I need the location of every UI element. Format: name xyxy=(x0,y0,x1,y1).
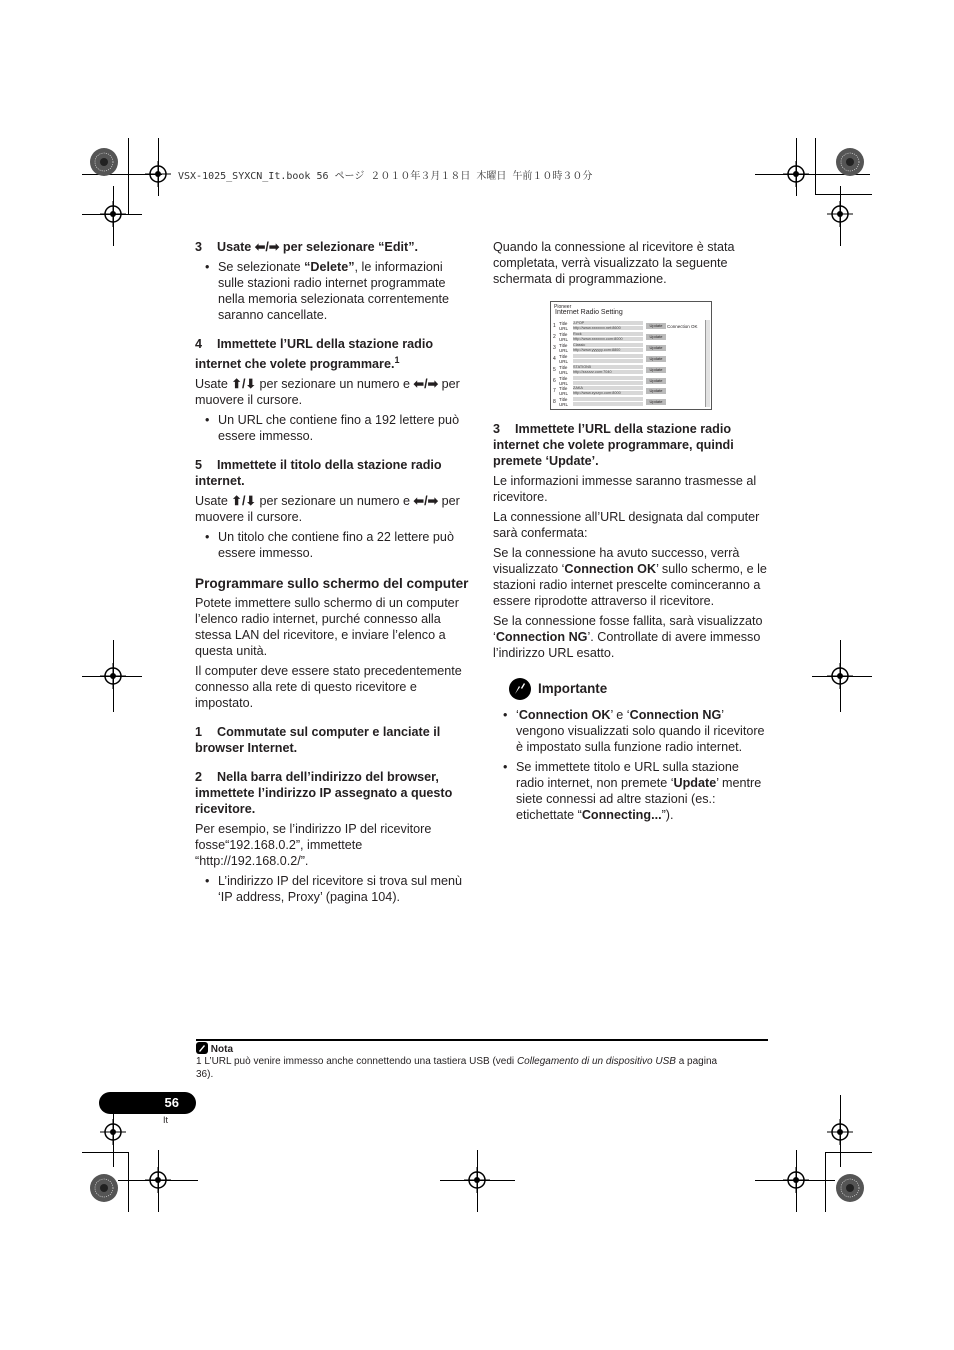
step-3-heading: 3 Usate ⬅/➡ per selezionare “Edit”. xyxy=(195,240,418,254)
row-number: 6 xyxy=(553,377,556,384)
arrow-left-right-icon: ⬅/➡ xyxy=(413,494,439,509)
important-bullet: • Se immettete titolo e URL sulla stazione radio internet, non premete ‘Update’ mentre siete connessi ad altre stazioni (es.: etichettate “Connecting...”). xyxy=(493,759,769,823)
computer-step-1-heading: 1 Commutate sul computer e lanciate il browser Internet. xyxy=(195,725,441,756)
title-label: Title xyxy=(559,342,568,348)
left-column xyxy=(195,239,471,909)
row-number: 8 xyxy=(553,399,556,406)
brand-label: Pioneer xyxy=(554,304,572,310)
section-heading: Programmare sullo schermo del computer xyxy=(195,576,469,592)
section-paragraph: Potete immettere sullo schermo di un computer l’elenco radio internet, purché connesso alla stessa LAN del ricevitore, e inviare l’elenco a questa unità. xyxy=(195,596,459,659)
title-field[interactable]: ZAKA xyxy=(573,386,643,390)
title-field[interactable] xyxy=(573,397,643,401)
row-number: 1 xyxy=(553,323,556,329)
url-label: URL xyxy=(559,326,569,331)
url-label: URL xyxy=(559,358,569,364)
url-field[interactable]: http://www.xxxxxxx.com:8000 xyxy=(573,337,643,341)
footnote-label: Nota xyxy=(196,1042,233,1055)
url-label: URL xyxy=(559,380,569,386)
registration-mark-icon xyxy=(145,1167,171,1193)
body-paragraph: Se la connessione fosse fallita, sarà visualizzato ‘Connection NG’. Controllate di avere immesso l’indirizzo URL esatto. xyxy=(493,614,763,660)
screen-title: Internet Radio Setting xyxy=(555,309,623,316)
station-row xyxy=(553,386,703,396)
url-field[interactable] xyxy=(573,402,643,406)
intro-paragraph: Quando la connessione al ricevitore è stata completata, verrà visualizzato la seguente schermata di programmazione. xyxy=(493,240,735,286)
registration-mark-icon xyxy=(827,201,853,227)
note-pencil-icon xyxy=(196,1042,208,1054)
registration-mark-icon xyxy=(145,161,171,187)
update-button[interactable]: Update xyxy=(646,356,666,362)
title-label: Title xyxy=(559,375,568,381)
station-row xyxy=(553,321,703,331)
title-field[interactable]: J-POP xyxy=(573,321,643,325)
update-button[interactable]: Update xyxy=(646,388,666,394)
station-row xyxy=(553,376,703,386)
registration-mark-icon xyxy=(783,161,809,187)
arrow-up-down-icon: ⬆/⬇ xyxy=(231,377,257,392)
important-icon xyxy=(508,677,532,701)
scrollbar xyxy=(705,320,710,407)
step-5-bullet: • Un titolo che contiene fino a 22 lettere può essere immesso. xyxy=(195,529,471,561)
registration-mark-icon xyxy=(464,1167,490,1193)
station-row xyxy=(553,354,703,364)
title-label: Title xyxy=(559,353,568,359)
registration-mark-icon xyxy=(827,1119,853,1145)
update-button[interactable]: Update xyxy=(646,399,666,405)
title-label: Title xyxy=(559,321,568,326)
right-column-intro xyxy=(493,239,769,291)
step-4-bullet: • Un URL che contiene fino a 192 lettere può essere immesso. xyxy=(195,412,471,444)
footnote-divider xyxy=(196,1039,768,1041)
page-language: It xyxy=(163,1115,169,1125)
row-number: 5 xyxy=(553,366,556,373)
title-field[interactable] xyxy=(573,354,643,358)
registration-mark-icon xyxy=(783,1167,809,1193)
step-4-body: Usate ⬆/⬇ per sezionare un numero e ⬅/➡ per muovere il cursore. xyxy=(195,377,460,408)
registration-mark-icon xyxy=(100,663,126,689)
important-heading: Importante xyxy=(493,677,769,701)
page-number: 56 xyxy=(99,1092,196,1114)
url-label: URL xyxy=(559,369,569,375)
row-number: 4 xyxy=(553,355,556,362)
title-label: Title xyxy=(559,386,568,392)
update-button[interactable]: Update xyxy=(646,345,666,351)
station-row xyxy=(553,343,703,353)
url-field[interactable] xyxy=(573,359,643,363)
step-5-heading: 5 Immettete il titolo della stazione radio internet. xyxy=(195,458,442,489)
title-field[interactable]: STATION5 xyxy=(573,365,643,369)
url-field[interactable]: http://zzzzzz.com:7040 xyxy=(573,370,643,374)
url-label: URL xyxy=(559,347,569,353)
title-label: Title xyxy=(559,364,568,370)
title-field[interactable] xyxy=(573,376,643,380)
color-target-icon xyxy=(89,147,119,177)
url-field[interactable]: http://www.xxxxxxx.net:8600 xyxy=(573,326,643,330)
body-paragraph: La connessione all’URL designata dal computer sarà confermata: xyxy=(493,510,760,540)
update-button[interactable]: Update xyxy=(646,378,666,384)
section-paragraph: Il computer deve essere stato precedentemente connesso alla rete di questo ricevitore e impostato. xyxy=(195,664,462,711)
row-number: 3 xyxy=(553,344,556,351)
registration-mark-icon xyxy=(100,1119,126,1145)
right-column-body xyxy=(493,421,769,827)
title-label: Title xyxy=(559,397,568,403)
url-label: URL xyxy=(559,391,569,397)
title-field[interactable]: Classic xyxy=(573,343,643,347)
url-field[interactable]: http://www.zyxzyx.com:8000 xyxy=(573,391,643,395)
url-field[interactable] xyxy=(573,381,643,385)
url-label: URL xyxy=(559,402,569,408)
registration-mark-icon xyxy=(827,663,853,689)
footnote-text: 1 L’URL può venire immesso anche connettendo una tastiera USB (vedi Collegamento di un dispositivo USB a pagina 36). xyxy=(196,1056,718,1080)
body-paragraph: Se la connessione ha avuto successo, verrà visualizzato ‘Connection OK’ sullo schermo, e le stazioni radio internet prescelte cominceranno a essere riprodotte attraverso il ricevitore. xyxy=(493,546,767,608)
body-paragraph: Le informazioni immesse saranno trasmesse al ricevitore. xyxy=(493,474,757,504)
station-row xyxy=(553,365,703,375)
update-button[interactable]: Update xyxy=(646,334,666,340)
color-target-icon xyxy=(835,147,865,177)
step-3-heading: 3 Immettete l’URL della stazione radio internet che volete programmare, quindi premete ‘Update’. xyxy=(493,422,734,468)
computer-step-2-bullet: • L’indirizzo IP del ricevitore si trova sul menù ‘IP address, Proxy’ (pagina 104). xyxy=(195,873,471,905)
step-3-bullet: • Se selezionate “Delete”, le informazioni sulle stazioni radio internet programmate nella memoria selezionata correntemente saranno cancellate. xyxy=(195,259,471,323)
color-target-icon xyxy=(89,1173,119,1203)
connection-status: Connection OK xyxy=(667,324,698,329)
update-button[interactable]: Update xyxy=(646,367,666,373)
computer-step-2-body: Per esempio, se l’indirizzo IP del ricevitore fosse“192.168.0.2”, immettete “http://192.168.0.2/”. xyxy=(195,822,432,869)
arrow-up-down-icon: ⬆/⬇ xyxy=(231,494,257,509)
url-label: URL xyxy=(559,336,569,342)
update-button[interactable]: Update xyxy=(646,323,666,329)
step-4-heading: 4 Immettete l’URL della stazione radio internet che volete programmare.$^1$ xyxy=(195,337,434,372)
title-field[interactable]: Rock xyxy=(573,332,643,336)
row-number: 2 xyxy=(553,333,556,340)
color-target-icon xyxy=(835,1173,865,1203)
internet-radio-setting-screenshot xyxy=(550,301,712,410)
row-number: 7 xyxy=(553,388,556,395)
important-bullet: • ‘Connection OK’ e ‘Connection NG’ vengono visualizzati solo quando il ricevitore è impostato sulla funzione radio internet. xyxy=(493,707,769,755)
title-label: Title xyxy=(559,331,568,337)
print-header: VSX-1025_SYXCN_It.book 56 ページ ２０１０年３月１８日 木曜日 午前１０時３０分 xyxy=(178,171,593,182)
station-row xyxy=(553,332,703,342)
registration-mark-icon xyxy=(100,201,126,227)
computer-step-2-heading: 2 Nella barra dell’indirizzo del browser, immettete l’indirizzo IP assegnato a questo ricevitore. xyxy=(195,770,453,817)
url-field[interactable]: http://www.yyyyyy.com:8800 xyxy=(573,348,643,352)
arrow-left-right-icon: ⬅/➡ xyxy=(413,377,439,392)
station-row xyxy=(553,397,703,407)
arrow-left-right-icon: ⬅/➡ xyxy=(254,240,280,254)
step-5-body: Usate ⬆/⬇ per sezionare un numero e ⬅/➡ per muovere il cursore. xyxy=(195,494,460,525)
